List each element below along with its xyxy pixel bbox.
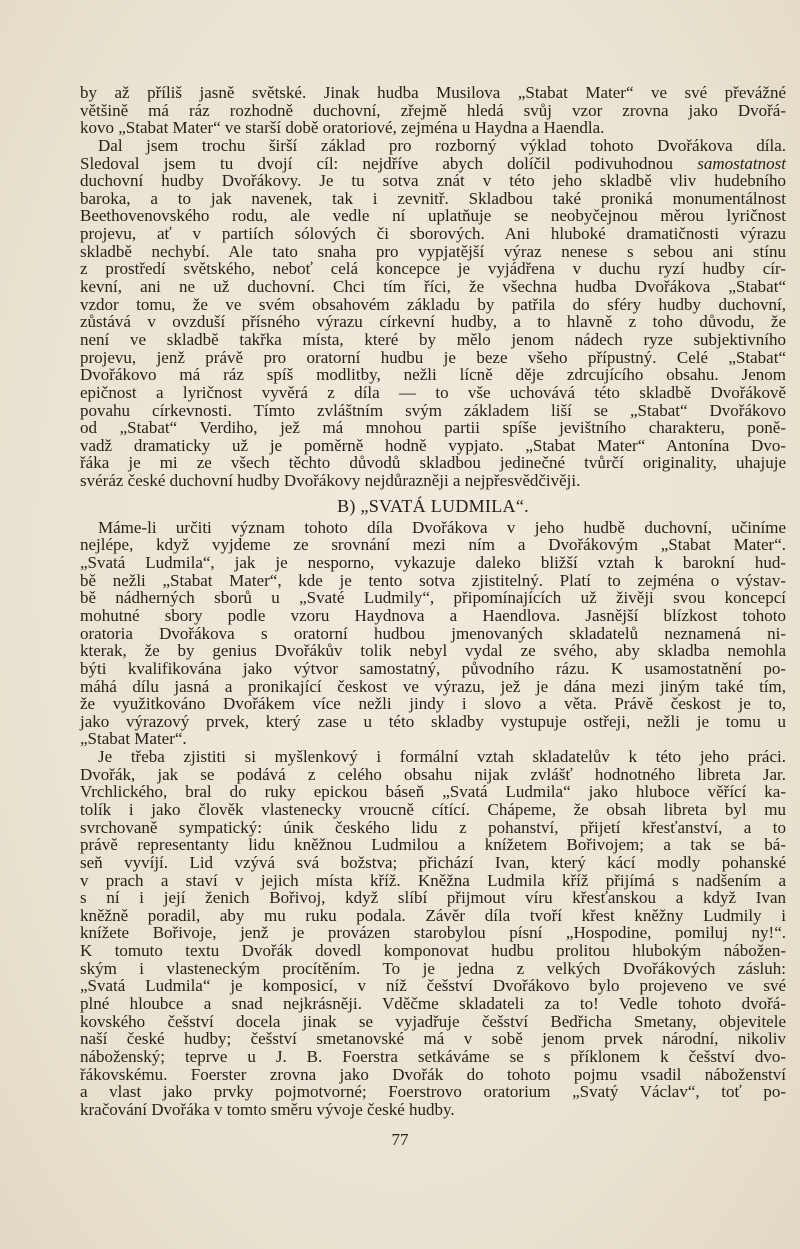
text-line: kovo „Stabat Mater“ ve starší době oratoriové, zejména u Haydna a Haendla.: [80, 118, 605, 138]
text-line: není ve skladbě takřka místa, které by mělo jenom nádech ryze subjektivního: [80, 329, 786, 349]
text-line: tolík i jako člověk vlastenecky vroucně cítící. Chápeme, že obsah libreta byl mu: [80, 799, 786, 819]
text-line: Máme-li určiti význam tohoto díla Dvořákova v jeho hudbě duchovní, učiníme: [98, 517, 786, 537]
text-line: nejlépe, když vyjdeme ze srovnání mezi ním a Dvořákovým „Stabat Mater“.: [80, 535, 786, 555]
text-line: [80, 155, 786, 173]
text-line: že využitkováno Dvořákem více nežli jindy i slovo a věta. Právě českost je to,: [80, 694, 786, 714]
text-line: K tomuto textu Dvořák dovedl komponovat hudbu prolitou hlubokým nábožen-: [80, 941, 786, 961]
page-number: 77: [391, 1130, 409, 1149]
text-line: řákovskému. Foerster zrovna jako Dvořák do tohoto pojmu vsadil náboženství: [80, 1064, 786, 1084]
paragraph: [80, 137, 786, 490]
text-line: oratoria Dvořákova s oratorní hudbou jmenovaných skladatelů neznamená ni-: [80, 623, 786, 643]
text-line: projevu, jenž právě pro oratorní hudbu je beze všeho přípustný. Celé „Stabat“: [80, 347, 786, 367]
text-line: kterak, že by genius Dvořákův tolik nebyl vydal ze svého, aby skladba nemohla: [80, 641, 786, 661]
text-line: naší české hudby; češství smetanovské má v sobě jenom prvek národní, nikoliv: [80, 1029, 786, 1049]
text-line: kračování Dvořáka v tomto směru vývoje české hudby.: [80, 1099, 455, 1119]
section-svata-ludmila: [80, 519, 786, 1119]
text-line: z prostředí světského, neboť celá koncepce je vyjádřena v duchu ryzí hudby cír-: [80, 259, 786, 279]
text-line: plné hloubce a snad nejkrásněji. Vděčme skladateli za to! Vedle tohoto dvořá-: [80, 994, 786, 1014]
text-line: v prach a staví v jejich místa kříž. Kněžna Ludmila kříž přijímá s nadšením a: [80, 870, 786, 890]
section-stabat-mater-conclusion: [80, 84, 786, 490]
text-line: Beethovenovského rodu, ale vedle ní uplatňuje se neobyčejnou měrou lyričnost: [80, 206, 786, 226]
text-line: vadž dramaticky už je poměrně hodně vypjato. „Stabat Mater“ Antonína Dvo-: [80, 435, 786, 455]
text-line: „Svatá Ludmila“ je komposicí, v níž češství Dvořákovo bylo projeveno ve své: [80, 976, 786, 996]
text-line: bě nádherných sborů u „Svaté Ludmily“, připomínajících už živěji svou koncepcí: [80, 588, 786, 608]
text-line: Je třeba zjistiti si myšlenkový i formální vztah skladatelův k této jeho práci.: [98, 747, 786, 767]
section-heading: B) „SVATÁ LUDMILA“.: [337, 495, 529, 516]
text-line: povahu církevnosti. Tímto zvláštním svým základem liší se „Stabat“ Dvořákovo: [80, 400, 786, 420]
text-line: zůstává v ovzduší přísného výrazu církevní hudby, a to hlavně z toho důvodu, že: [80, 312, 786, 332]
text-segment: Sledoval jsem tu dvojí cíl: nejdříve abych dolíčil podivuhodnou: [80, 153, 698, 173]
paragraph: [80, 84, 786, 137]
text-line: Dvořák, jak se podává z celého obsahu nijak zvlášť hodnotného libreta Jar.: [80, 764, 786, 784]
text-line: máhá dílu jasná a pronikající českost ve výrazu, jež je dána mezi jiným také tím,: [80, 676, 786, 696]
text-line: řáka je mi ze všech těchto důvodů skladbou jedinečné tvůrčí originality, uhajuje: [80, 453, 786, 473]
text-line: Dvořákovo má ráz spíš modlitby, nežli lícně děje zdrcujícího obsahu. Jenom: [80, 365, 786, 385]
text-line: s ní i její ženich Bořivoj, když slíbí přijmout víru křesťanskou a když Ivan: [80, 888, 786, 908]
text-line: bě nežli „Stabat Mater“, kde je tento sotva zjistitelný. Platí to zejména o výstav-: [80, 570, 786, 590]
text-line: seň vyvíjí. Lid vzývá svá božstva; přichází Ivan, který kácí modly pohanské: [80, 852, 786, 872]
text-line: svrchovaně sympatický: únik českého lidu z pohanství, přijetí křesťanství, a to: [80, 817, 786, 837]
text-line: baroka, a to jak navenek, tak i zevnitř. Skladbou také proniká monumentálnost: [80, 188, 786, 208]
text-line: od „Stabat“ Verdiho, jež má mnohou partii spíše jevištního charakteru, poně-: [80, 418, 786, 438]
text-line: Dal jsem trochu širší základ pro rozborný výklad tohoto Dvořákova díla.: [98, 135, 786, 155]
text-line: Vrchlického, bral do ruky epickou báseň „Svatá Ludmila“ jako hluboce věřící ka-: [80, 782, 786, 802]
paragraph: [80, 519, 786, 748]
text-line: svéráz české duchovní hudby Dvořákovy nejdůrazněji a nejpřesvědčivěji.: [80, 471, 581, 491]
text-line: ským i vlasteneckým procítěním. To je jedna z velkých Dvořákových zásluh:: [80, 958, 786, 978]
text-line: projevu, ať v partiích sólových či sborových. Ani hluboké dramatičnosti výrazu: [80, 224, 786, 244]
text-line: náboženský; teprve u J. B. Foerstra setkáváme se s příklonem k češství dvo-: [80, 1046, 786, 1066]
text-line: duchovní hudby Dvořákovy. Je tu sotva znát v této jeho skladbě vliv hudebního: [80, 171, 786, 191]
page-body: [80, 84, 786, 1119]
text-line: kevní, ani ne už duchovní. Chci tím říci, že všechna hudba Dvořákova „Stabat“: [80, 277, 786, 297]
text-line: právě representanty lidu kněžnou Ludmilou a knížetem Bořivojem; a tak se bá-: [80, 835, 786, 855]
emphasized-text: samostatnost: [697, 153, 786, 173]
text-line: mohutné sbory podle vzoru Haydnova a Haendlova. Jasnější blízkost tohoto: [80, 605, 786, 625]
text-line: býti kvalifikována jako výtvor samostatný, původního rázu. K usamostatnění po-: [80, 658, 786, 678]
text-line: by až příliš jasně světské. Jinak hudba Musilova „Stabat Mater“ ve své převážné: [80, 83, 786, 102]
text-line: většině má ráz rozhodně duchovní, zřejmě hledá svůj vzor zrovna jako Dvořá-: [80, 100, 786, 120]
text-line: kněžně poradil, aby mu ruku podala. Závěr díla tvoří křest kněžny Ludmily i: [80, 905, 786, 925]
text-line: a vlast jako prvky pojmotvorné; Foerstrovo oratorium „Svatý Václav“, toť po-: [80, 1082, 786, 1102]
text-line: jako výrazový prvek, který zase u této skladby vystupuje ostřeji, nežli je tomu u: [80, 711, 786, 731]
text-line: epičnost a lyričnost vyvěrá z díla — to vše uchovává této skladbě Dvořákově: [80, 382, 786, 402]
text-line: kovského češství docela jinak se vyjadřuje češství Bedřicha Smetany, objevitele: [80, 1011, 786, 1031]
text-line: „Svatá Ludmila“, jak je nesporno, vykazuje daleko bližší vztah k barokní hud-: [80, 553, 786, 573]
text-line: skladbě nechybí. Ale tato snaha pro vypjatější výraz nenese s sebou ani stínu: [80, 241, 786, 261]
text-line: knížete Bořivoje, jenž je provázen starobylou písní „Hospodine, pomiluj ny!“.: [80, 923, 786, 943]
paragraph: [80, 748, 786, 1118]
text-line: „Stabat Mater“.: [80, 729, 187, 749]
text-line: vzdor tomu, že ve svém obsahovém základu by patřila do sféry hudby duchovní,: [80, 294, 786, 314]
